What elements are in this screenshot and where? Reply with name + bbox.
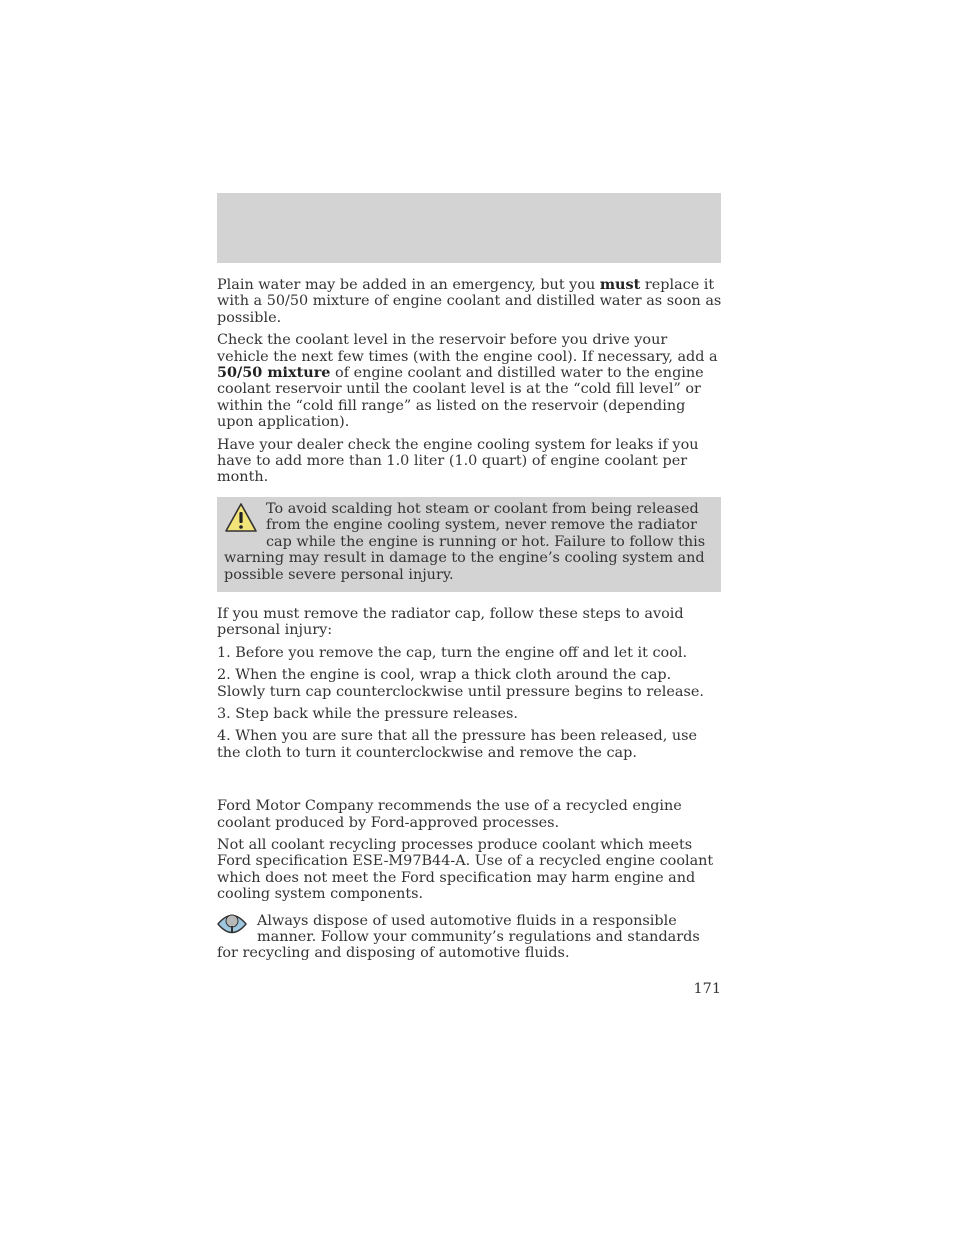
environment-note-text: Always dispose of used automotive fluids in a responsible manner. Follow your community’s regulations and standards for recycling and disposing of automotive fluids. xyxy=(217,912,700,962)
step-1: 1. Before you remove the cap, turn the engine off and let it cool. xyxy=(217,644,688,661)
paragraph-plain-water: Plain water may be added in an emergency, but you must replace it with a 50/50 mixture of engine coolant and distilled water as soon as possible. xyxy=(217,276,722,326)
paragraph-dealer-check: Have your dealer check the engine cooling system for leaks if you have to add more than 1.0 liter (1.0 quart) of engine coolant per month. xyxy=(217,436,699,486)
section-header-band xyxy=(217,193,721,263)
warning-triangle-icon xyxy=(224,502,258,534)
steps-intro: If you must remove the radiator cap, follow these steps to avoid personal injury: xyxy=(217,605,684,639)
recycling-paragraph-2: Not all coolant recycling processes produce coolant which meets Ford specification ESE-M97B44-A. Use of a recycled engine coolant which does not meet the Ford specification may harm engine and cooling system components. xyxy=(217,836,714,903)
warning-box xyxy=(217,497,721,592)
recycling-paragraph-1: Ford Motor Company recommends the use of a recycled engine coolant produced by Ford-approved processes. xyxy=(217,798,682,831)
emphasis-must: must xyxy=(599,276,641,293)
warning-text: To avoid scalding hot steam or coolant from being released from the engine cooling system, never remove the radiator cap while the engine is running or hot. Failure to follow this warning may result in damage to the engine’s cooling system and possible severe personal injury. xyxy=(224,500,706,583)
step-2: 2. When the engine is cool, wrap a thick cloth around the cap. Slowly turn cap counterclockwise until pressure begins to release. xyxy=(217,667,704,700)
step-3: 3. Step back while the pressure releases. xyxy=(217,705,518,722)
recycle-tree-icon xyxy=(215,909,249,939)
emphasis-mixture: 50/50 mixture xyxy=(217,364,331,382)
page-content xyxy=(217,277,722,968)
section-gap xyxy=(217,767,722,798)
step-4: 4. When you are sure that all the pressure has been released, use the cloth to turn it counterclockwise and remove the cap. xyxy=(217,728,698,761)
paragraph-check-level: Check the coolant level in the reservoir before you drive your vehicle the next few times (with the engine cool). If necessary, add a 50/50 mixture of engine coolant and distilled water to the engine coolant reservoir until the coolant level is at the “cold fill level” or within the “cold fill range” as listed on the reservoir (depending upon application). xyxy=(217,332,718,431)
environment-note xyxy=(217,913,722,962)
page-number: 171 xyxy=(693,981,721,997)
